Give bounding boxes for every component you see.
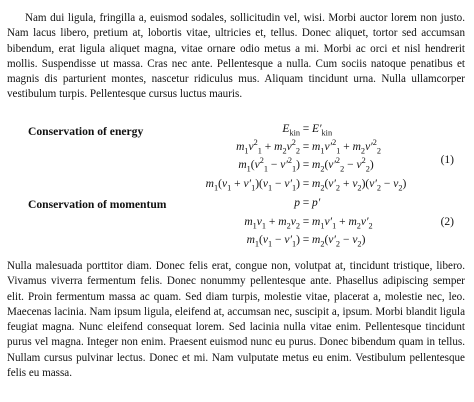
equation-line: $m_1v_1 + m_2v_2$ = $m_1v'_1 + m_2v'_2$	[244, 216, 373, 231]
equation-line: $E_{kin}$ = $E'_{kin}$	[282, 123, 333, 138]
heading-conservation-momentum: Conservation of momentum	[28, 198, 167, 211]
equation-line: $m_1(v_1 - v'_1)$ = $m_2(v'_2 - v_2)$	[246, 234, 366, 249]
equation-line: $m_1(v_1 + v'_1)(v_1 - v'_1)$ = $m_2(v'_2 + v_2)(v'_2 - v_2)$	[205, 178, 407, 193]
equation-block	[0, 123, 474, 253]
equation-line: $m_1(v^2_1 - v'^2_1)$ = $m_2(v'^2_2 - v^2_2)$	[238, 156, 374, 174]
equation-line: $m_1v^2_1 + m_2v^2_2$ = $m_1v'^2_1 + m_2v'^2_2$	[236, 138, 381, 156]
body-paragraph-2: Nulla malesuada porttitor diam. Donec felis erat, congue non, volutpat at, tincidunt tristique, libero. Vivamus viverra fermentum felis. Donec nonummy pellentesque ante. Phasellus adipiscing semper elit. Proin fermentum massa ac quam. Sed diam turpis, molestie vitae, placerat a, molestie nec, leo. Maecenas lacinia. Nam ipsum ligula, eleifend at, accumsan nec, suscipit a, ipsum. Morbi blandit ligula feugiat magna. Nunc eleifend consequat lorem. Sed lacinia nulla vitae enim. Pellentesque tincidunt purus vel magna. Integer non enim. Praesent euismod nunc eu purus. Donec bibendum quam in tellus. Nullam cursus pulvinar lectus. Donec et mi. Nam vulputate metus eu enim. Vestibulum pellentesque felis eu massa.	[7, 260, 465, 380]
body-paragraph-1: Nam dui ligula, fringilla a, euismod sodales, sollicitudin vel, wisi. Morbi auctor lorem non justo. Nam lacus libero, pretium at, lobortis vitae, ultricies et, tellus. Donec aliquet, tortor sed accumsan bibendum, erat ligula aliquet magna, vitae ornare odio metus a mi. Morbi ac orci et nisl hendrerit mollis. Suspendisse ut massa. Cras nec ante. Pellentesque a nulla. Cum sociis natoque penatibus et magnis dis parturient montes, nascetur ridiculus mus. Aliquam tincidunt urna. Nulla ullamcorper vestibulum turpis. Pellentesque cursus luctus mauris.	[7, 12, 465, 101]
heading-conservation-energy: Conservation of energy	[28, 125, 144, 138]
equation-number-1: (1)	[440, 154, 454, 166]
equation-number-2: (2)	[440, 216, 454, 228]
equation-line: p = p′	[294, 197, 321, 209]
